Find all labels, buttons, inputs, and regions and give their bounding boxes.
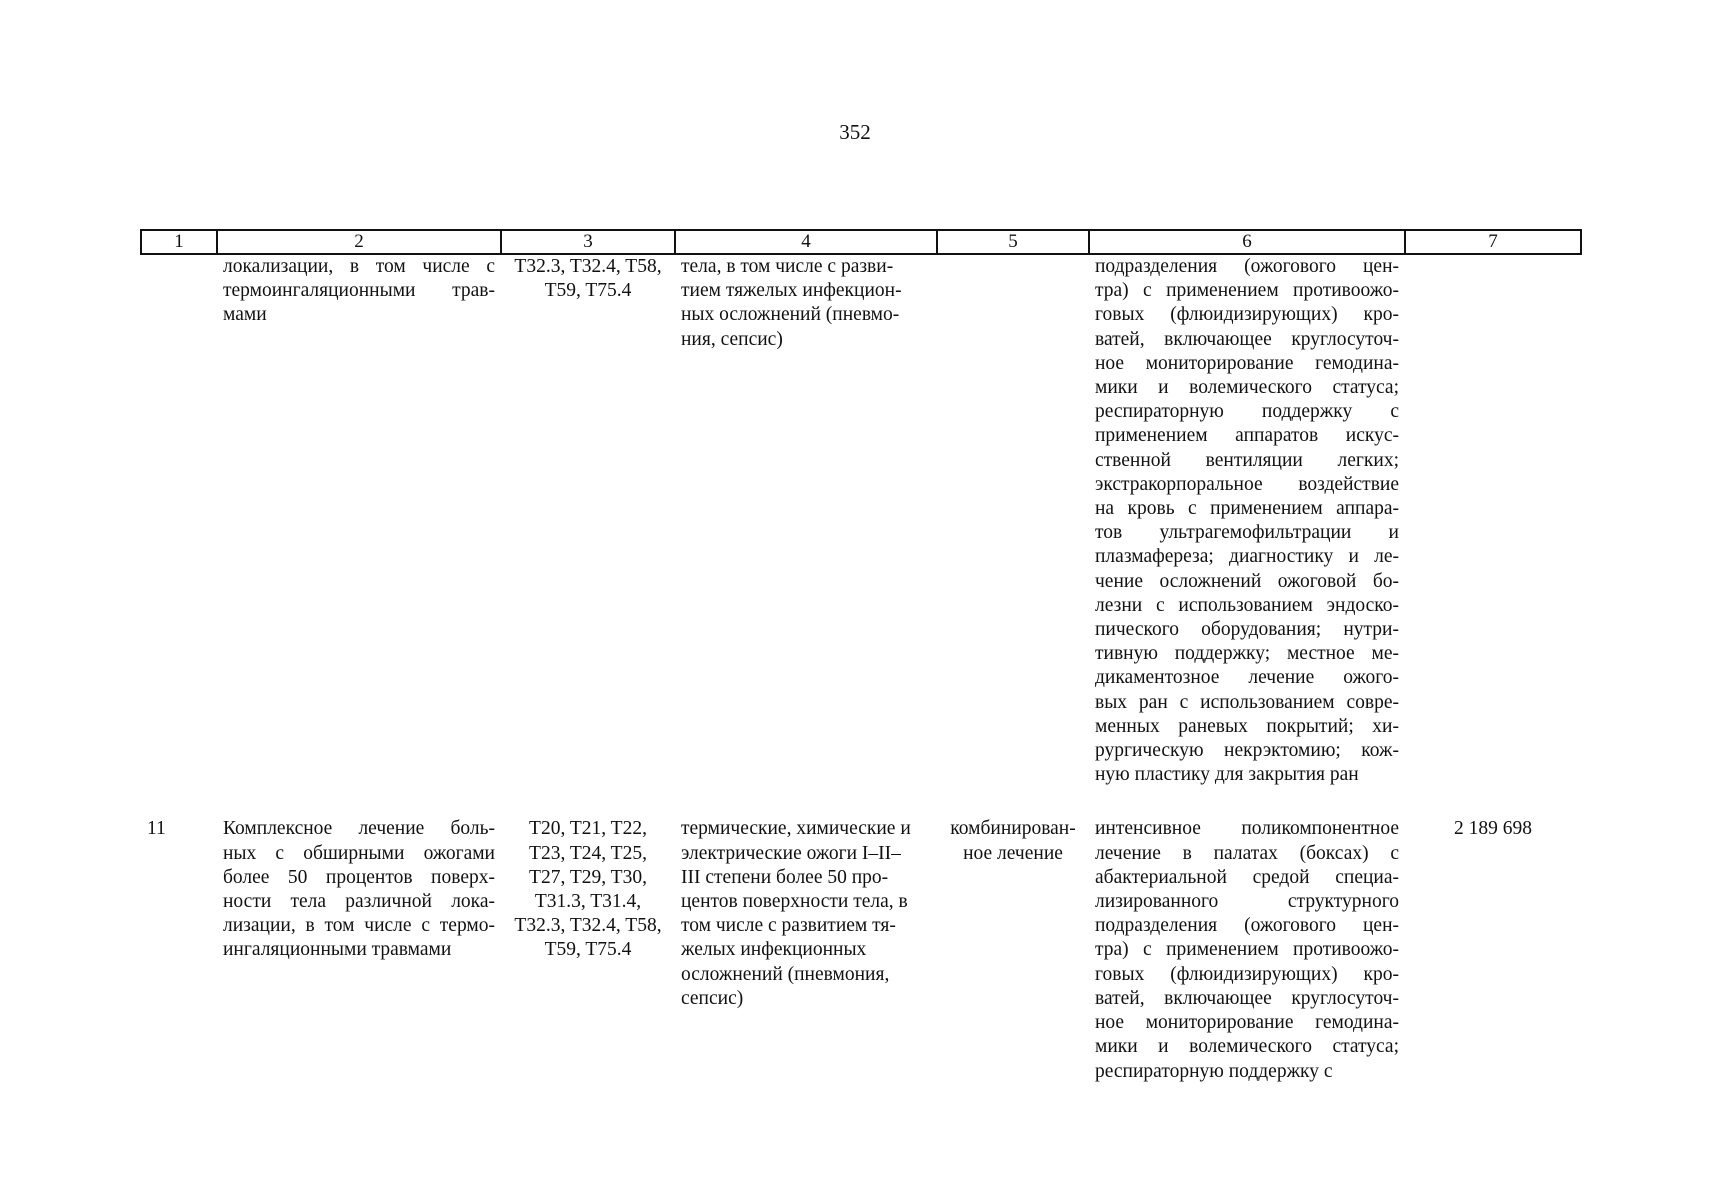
- cell-line: лезни с использованием эндоско-: [1095, 594, 1399, 616]
- row-number-cell: [141, 254, 217, 787]
- cell-line: менных раневых покрытий; хи-: [1095, 715, 1399, 737]
- cell-line: лизированного структурного: [1095, 891, 1399, 913]
- cell-line: том числе с развитием тя-: [681, 915, 896, 937]
- cell-line: желых инфекционных: [681, 939, 867, 961]
- table-body: [141, 254, 1581, 1084]
- cost-cell: [1405, 254, 1581, 787]
- cell-col3: [501, 254, 675, 787]
- cell-line: ную пластику для закрытия ран: [1095, 764, 1359, 786]
- cell-line: дикаментозное лечение ожого-: [1095, 667, 1399, 689]
- cell-line: T23, T24, T25,: [529, 842, 647, 864]
- cell-line: мики и волемического статуса;: [1095, 1036, 1399, 1058]
- cell-line: ния, сепсис): [681, 328, 783, 350]
- cell-line: T59, T75.4: [544, 280, 632, 302]
- cell-col2: [217, 817, 501, 1083]
- cell-line: ватей, включающее круглосуточ-: [1095, 328, 1399, 350]
- cell-line: ных с обширными ожогами: [223, 842, 495, 864]
- cell-line: пического оборудования; нутри-: [1095, 619, 1399, 641]
- header-cell-1: 1: [141, 230, 217, 254]
- cell-line: T20, T21, T22,: [529, 818, 647, 840]
- header-cell-3: 3: [501, 230, 675, 254]
- cell-line: более 50 процентов поверх-: [223, 866, 495, 888]
- data-table: [140, 229, 1582, 1084]
- cell-line: тием тяжелых инфекцион-: [681, 280, 902, 302]
- cell-line: интенсивное поликомпонентное: [1095, 818, 1399, 840]
- cell-col2: [217, 254, 501, 787]
- cell-col4: [675, 254, 937, 787]
- cell-line: ное лечение: [963, 842, 1063, 864]
- cell-line: говых (флюидизирующих) кро-: [1095, 963, 1399, 985]
- cell-line: ное мониторирование гемодина-: [1095, 1012, 1399, 1034]
- cell-line: тра) с применением противоожо-: [1095, 280, 1399, 302]
- cell-line: III степени более 50 про-: [681, 866, 889, 888]
- cell-line: локализации, в том числе с: [223, 256, 495, 277]
- cell-line: чение осложнений ожоговой бо-: [1095, 570, 1399, 592]
- cell-line: респираторную поддержку с: [1095, 401, 1399, 423]
- cell-line: ности тела различной лока-: [223, 891, 495, 913]
- cell-line: сепсис): [681, 987, 744, 1009]
- cell-line: ственной вентиляции легких;: [1095, 449, 1399, 471]
- table-row: [141, 817, 1581, 1083]
- page-number: 352: [839, 120, 871, 144]
- cell-line: тела, в том числе с разви-: [681, 256, 894, 277]
- cell-line: абактериальной средой специа-: [1095, 866, 1399, 888]
- cell-line: тов ультрагемофильтрации и: [1095, 522, 1399, 544]
- cell-line: мами: [223, 304, 267, 326]
- cell-line: на кровь с применением аппара-: [1095, 498, 1399, 520]
- table-row: [141, 254, 1581, 787]
- cell-line: электрические ожоги I–II–: [681, 842, 901, 864]
- cell-col5: [937, 817, 1089, 1083]
- header-cell-7: 7: [1405, 230, 1581, 254]
- header-cell-2: 2: [217, 230, 501, 254]
- cell-line: термические, химические и: [681, 818, 911, 840]
- cell-line: Комплексное лечение боль-: [223, 818, 495, 840]
- cell-line: плазмафереза; диагностику и ле-: [1095, 546, 1399, 568]
- cell-line: T32.3, T32.4, T58,: [514, 256, 662, 277]
- cell-line: ватей, включающее круглосуточ-: [1095, 987, 1399, 1009]
- cell-line: T32.3, T32.4, T58,: [514, 915, 662, 937]
- cell-line: подразделения (ожогового цен-: [1095, 256, 1399, 277]
- header-cell-4: 4: [675, 230, 937, 254]
- cell-line: экстракорпоральное воздействие: [1095, 473, 1399, 495]
- cell-col3: [501, 817, 675, 1083]
- cell-line: комбинирован-: [950, 818, 1076, 840]
- cell-line: T31.3, T31.4,: [534, 891, 642, 913]
- cell-col4: [675, 817, 937, 1083]
- cell-line: термоингаляционными трав-: [223, 280, 495, 302]
- cell-line: подразделения (ожогового цен-: [1095, 915, 1399, 937]
- cell-line: ингаляционными травмами: [223, 939, 452, 961]
- medical-care-table: [140, 229, 1580, 1084]
- cell-line: мики и волемического статуса;: [1095, 377, 1399, 399]
- cell-line: ное мониторирование гемодина-: [1095, 352, 1399, 374]
- cell-line: осложнений (пневмония,: [681, 963, 890, 985]
- cell-line: вых ран с использованием совре-: [1095, 691, 1399, 713]
- cell-line: респираторную поддержку с: [1095, 1060, 1333, 1082]
- cell-col6: [1089, 254, 1405, 787]
- row-spacer: [141, 787, 1581, 817]
- cell-line: ных осложнений (пневмо-: [681, 304, 900, 326]
- header-cell-6: 6: [1089, 230, 1405, 254]
- cell-line: тра) с применением противоожо-: [1095, 939, 1399, 961]
- header-cell-5: 5: [937, 230, 1089, 254]
- header-row: [141, 230, 1581, 254]
- row-number-cell: 11: [147, 818, 166, 840]
- cell-line: центов поверхности тела, в: [681, 891, 908, 913]
- cell-line: тивную поддержку; местное ме-: [1095, 643, 1399, 665]
- cell-line: рургическую некрэктомию; кож-: [1095, 740, 1399, 762]
- cell-line: T59, T75.4: [544, 939, 632, 961]
- cell-line: лечение в палатах (боксах) с: [1095, 842, 1399, 864]
- table-header: [141, 230, 1581, 254]
- cell-line: лизации, в том числе с термо-: [223, 915, 495, 937]
- cost-cell: 2 189 698: [1454, 818, 1532, 840]
- cell-line: T27, T29, T30,: [529, 866, 647, 888]
- cell-col6: [1089, 817, 1405, 1083]
- cell-col5: [937, 254, 1089, 787]
- cell-line: говых (флюидизирующих) кро-: [1095, 304, 1399, 326]
- cell-line: применением аппаратов искус-: [1095, 425, 1399, 447]
